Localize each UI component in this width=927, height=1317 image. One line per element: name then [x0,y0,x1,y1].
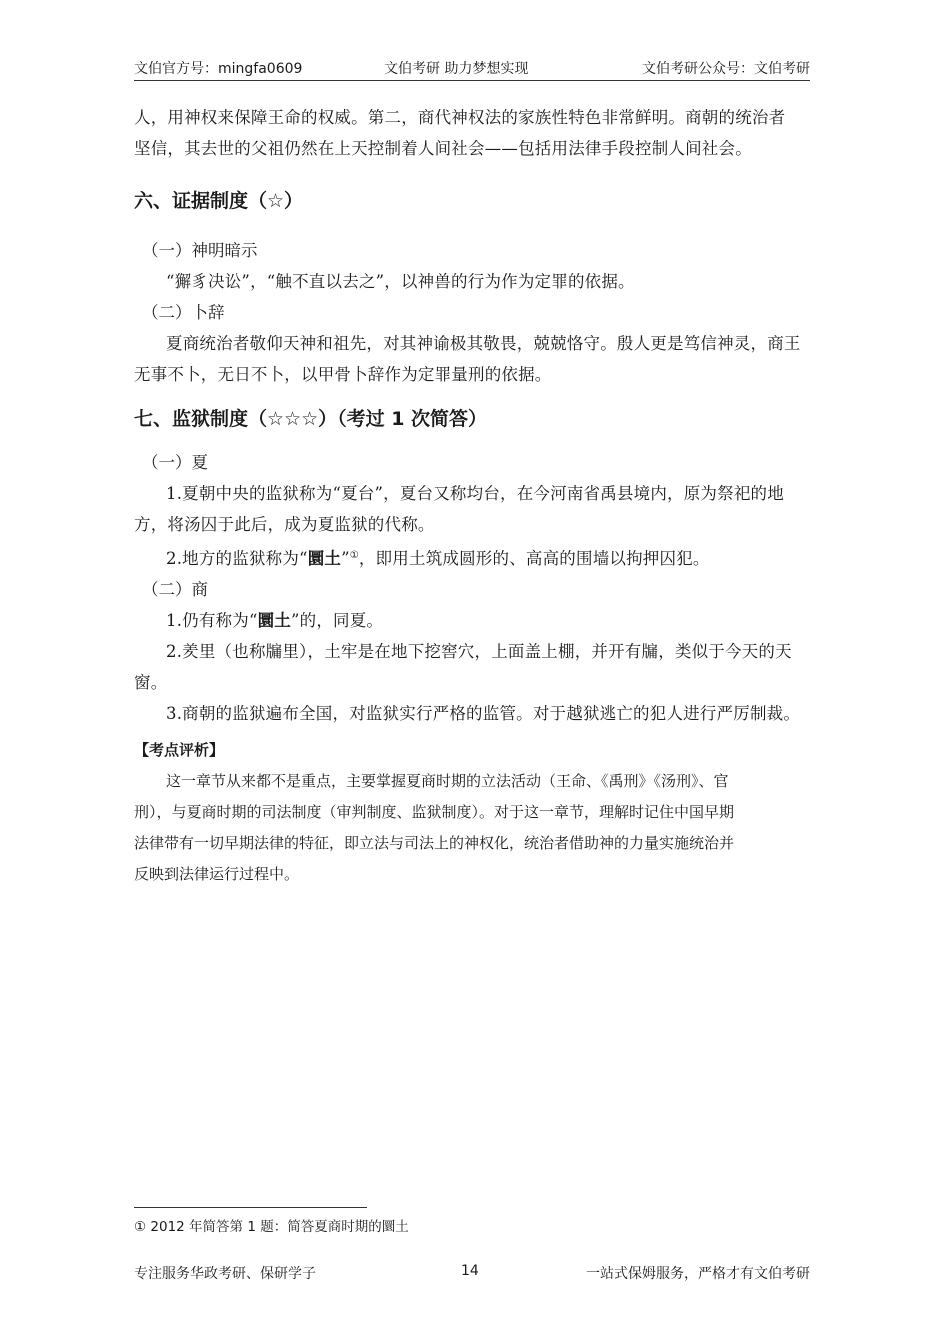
section-6-heading: 六、证据制度（☆） [134,190,304,212]
footer-tagline: 专注服务华政考研、保研学子 [134,1266,316,1282]
item-2-term: 圜土 [307,549,342,568]
header-official-account: 文伯官方号：mingfa0609 [134,61,303,77]
section-7-sub-2-title: （二）商 [142,580,208,599]
footnote-text: ① 2012 年简答第 1 题：简答夏商时期的圜土 [134,1219,409,1235]
section-7-sub-1-item-1a: 1.夏朝中央的监狱称为“夏台”，夏台又称均台，在今河南省禹县境内，原为祭祀的地 [166,484,784,503]
footnote-marker[interactable]: ① [349,550,359,561]
section-7-heading: 七、监狱制度（☆☆☆）（考过 1 次简答） [134,408,488,430]
header-wechat-account: 文伯考研公众号：文伯考研 [642,61,810,77]
item-1-term: 圜土 [257,611,291,630]
page-header [134,56,810,81]
section-6-sub-2-text-1: 夏商统治者敬仰天神和祖先，对其神谕极其敬畏，兢兢恪守。殷人更是笃信神灵，商王 [166,334,801,353]
analysis-line-4: 反映到法律运行过程中。 [134,865,300,883]
analysis-line-2: 刑），与夏商时期的司法制度（审判制度、监狱制度）。对于这一章节，理解时记住中国早期 [134,803,735,821]
item-1-suffix: ”的，同夏。 [290,611,384,630]
page-number: 14 [461,1263,479,1279]
item-2-quote: ” [341,549,350,568]
item-2-suffix: ，即用土筑成圆形的、高高的围墙以拘押囚犯。 [358,549,710,568]
page-body [134,102,810,890]
section-7-sub-2-item-1 [134,605,810,636]
item-2-prefix: 2.地方的监狱称为“ [166,549,308,568]
intro-line-2: 坚信，其去世的父祖仍然在上天控制着人间社会——包括用法律手段控制人间社会。 [134,139,752,158]
section-7-sub-2-item-3: 3.商朝的监狱遍布全国，对监狱实行严格的监管。对于越狱逃亡的犯人进行严厉制裁。 [166,704,801,723]
section-7-sub-1-item-1b: 方，将汤囚于此后，成为夏监狱的代称。 [134,515,435,534]
section-7-sub-1-item-2 [134,540,810,574]
section-7-sub-1-title: （一）夏 [142,453,208,472]
page-footer [134,1263,810,1285]
analysis-line-3: 法律带有一切早期法律的特征，即立法与司法上的神权化，统治者借助神的力量实施统治并 [134,834,735,852]
header-slogan: 文伯考研 助力梦想实现 [384,61,529,77]
item-1-prefix: 1.仍有称为“ [166,611,258,630]
intro-line-1: 人，用神权来保障王命的权威。第二，商代神权法的家族性特色非常鲜明。商朝的统治者 [134,108,786,127]
section-6-sub-2-text-2: 无事不卜，无日不卜，以甲骨卜辞作为定罪量刑的依据。 [134,365,552,384]
analysis-line-1: 这一章节从来都不是重点，主要掌握夏商时期的立法活动（王命、《禹刑》《汤刑》、官 [166,772,729,790]
analysis-title: 【考点评析】 [134,741,225,759]
section-6-sub-1-text: “獬豸决讼”，“触不直以去之”，以神兽的行为作为定罪的依据。 [166,272,635,291]
section-6-sub-1-title: （一）神明暗示 [142,241,258,260]
section-7-sub-2-item-2b: 窗。 [134,673,168,692]
footnote-divider [134,1207,367,1208]
footer-service-slogan: 一站式保姆服务，严格才有文伯考研 [586,1266,810,1282]
section-6-sub-2-title: （二）卜辞 [142,303,225,322]
section-7-sub-2-item-2a: 2.羑里（也称牖里），土牢是在地下挖窖穴，上面盖上棚，并开有牖，类似于今天的天 [166,642,792,661]
